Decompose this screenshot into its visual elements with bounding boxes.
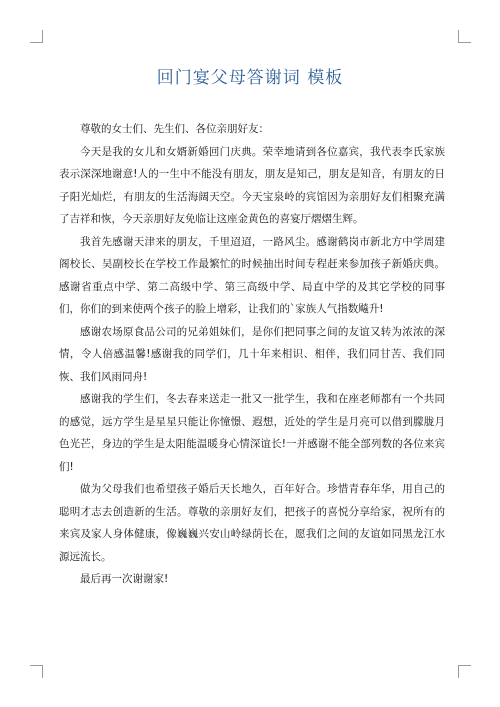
paragraph-welcome: 今天是我的女儿和女婿新婚回门庆典。荣幸地请到各位嘉宾，我代表李氏家族表示深深地谢意!人的一生中不能没有朋友，朋友是知己，朋友是知音，有朋友的日子阳光灿烂，有朋友的生活海阔天空。今天宝泉岭的宾馆因为亲朋好友们相聚充满了吉祥和恢，今天亲朋好友免临让这座金黄色的喜宴厅熠熠生辉。 <box>59 145 445 225</box>
document-title: 回门宴父母答谢词 模板 <box>156 68 344 88</box>
paragraph-thanks-friends: 感谢农场原食品公司的兄弟姐妹们，是你们把同事之间的友谊又转为浓浓的深情，令人倍感温馨!感谢我的同学们，几十年来相识、相伴，我们同甘苦、我们同恢、我们风雨同舟! <box>59 325 445 383</box>
crop-mark-top-right <box>458 30 471 43</box>
crop-mark-bottom-right <box>458 665 471 678</box>
paragraph-thanks-colleagues: 我首先感谢天津来的朋友，千里迢迢，一路风尘。感谢鹤岗市新北方中学周建阁校长、吴副校长在学校工作最繁忙的时候抽出时间专程赶来参加孩子新婚庆典。感谢省重点中学、第二高级中学、第三高级中学、局直中学的及其它学校的同事们，你们的到来使两个孩子的脸上增彩，让我们的`家族人气指数飚升! <box>59 235 445 315</box>
salutation: 尊敬的女士们、先生们、各位亲朋好友： <box>80 123 269 135</box>
crop-mark-bottom-left <box>30 665 43 678</box>
paragraph-wishes: 做为父母我们也希望孩子婚后天长地久，百年好合。珍惜青春年华，用自己的聪明才志去创造新的生活。尊敬的亲朋好友们，把孩子的喜悦分享给家，祝所有的来宾及家人身体健康，像巍巍兴安山岭绿荫长在，愿我们之间的友谊如同黑龙江水源远流长。 <box>59 483 445 563</box>
document-body <box>59 118 445 591</box>
paragraph-closing: 最后再一次谢谢家! <box>80 573 169 585</box>
crop-mark-top-left <box>30 30 43 43</box>
paragraph-thanks-students: 感谢我的学生们，冬去春来送走一批又一批学生，我和在座老师都有一个共同的感觉，远方学生是星星只能让你憧憬、遐想，近处的学生是月亮可以借到朦胧月色光芒，身边的学生是太阳能温暖身心情深谊长!一并感谢不能全部列数的各位来宾们! <box>59 393 445 473</box>
